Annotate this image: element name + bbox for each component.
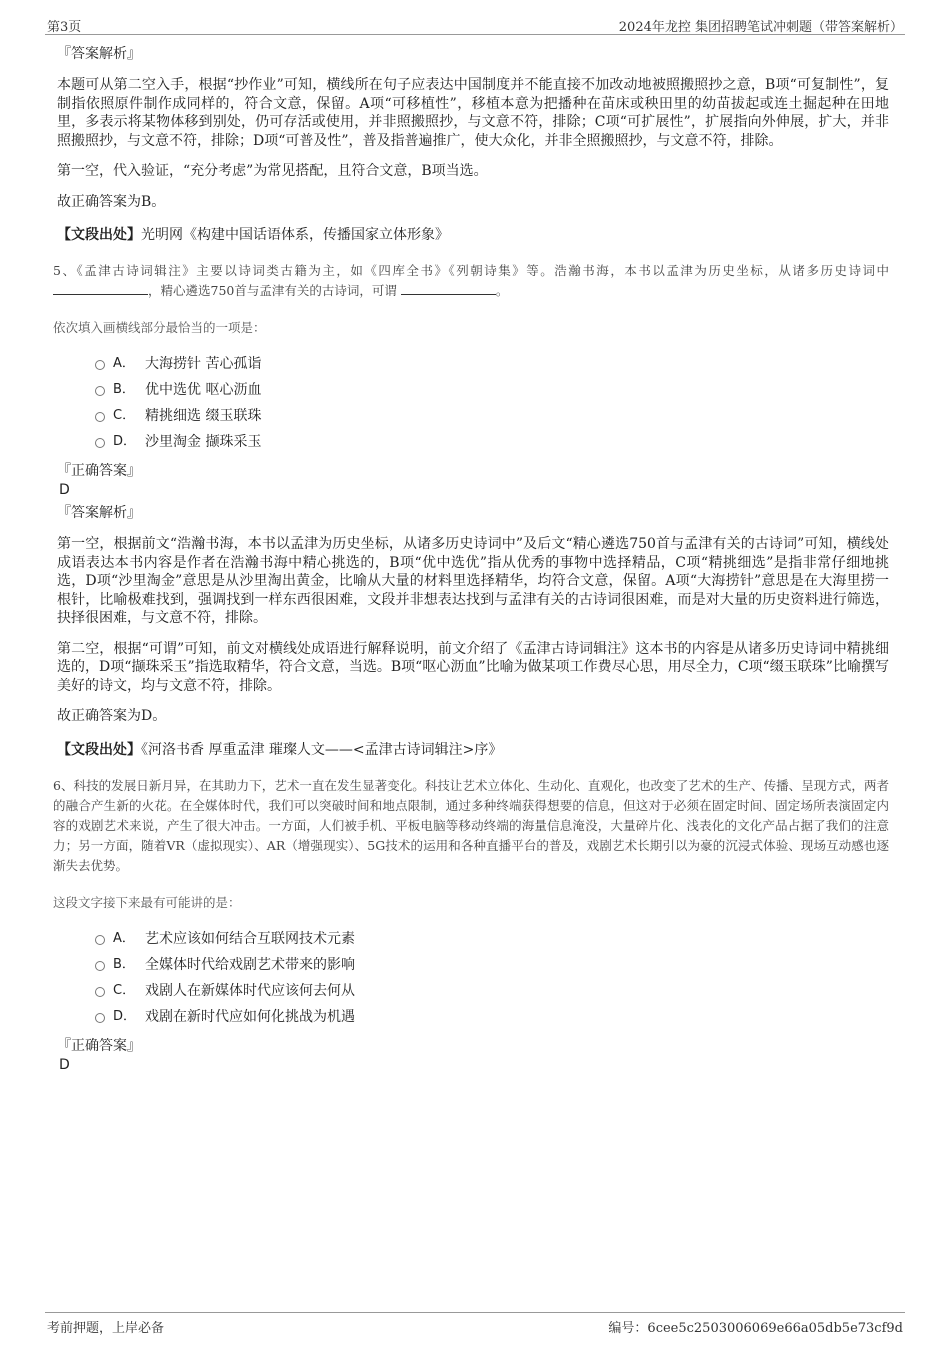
option-letter: B．: [113, 382, 135, 397]
question-text: ，精心遴选750首与孟津有关的古诗词，可谓: [148, 283, 397, 298]
question-6-stem: 6、科技的发展日新月异，在其助力下，艺术一直在发生显著变化。科技让艺术立体化、生动化、直观化，也改变了艺术的生产、传播、呈现方式，两者的融合产生新的火花。在全媒体时代，我们可以突破时间和地点限制，通过多种终端获得想要的信息，但这对于必须在固定时间、固定场所表演固定内容的戏剧艺术来说，产生了很大冲击。一方面，人们被手机、平板电脑等移动终端的海量信息淹没，大量碎片化、浅表化的文化产品占据了我们的注意力；另一方面，随着VR（虚拟现实）、AR（增强现实）、5G技术的运用和各种直播平台的普及，戏剧艺术长期引以为豪的沉浸式体验、现场互动感也逐渐失去优势。: [53, 777, 889, 873]
radio-icon[interactable]: [95, 386, 105, 396]
analysis-label: 『答案解析』: [57, 46, 141, 62]
option-letter: D．: [113, 1008, 137, 1024]
option-text: 沙里淘金 撷珠采玉: [145, 434, 262, 450]
option-b[interactable]: [95, 952, 889, 978]
option-text: 艺术应该如何结合互联网技术元素: [145, 930, 355, 947]
option-letter: D．: [113, 434, 137, 449]
question-6-instruction: 这段文字接下来最有可能讲的是：: [53, 894, 241, 910]
question-text: 。: [495, 283, 509, 298]
option-text: 精挑细选 缀玉联珠: [145, 408, 262, 424]
radio-icon[interactable]: [95, 961, 105, 971]
option-b[interactable]: [95, 377, 889, 403]
option-c[interactable]: [95, 978, 889, 1004]
question-5-stem: [53, 261, 889, 301]
analysis-label: 『答案解析』: [57, 505, 141, 521]
option-letter: C．: [113, 982, 136, 998]
document-id: 编号：6cee5c2503006069e66a05db5e73cf9d: [608, 1321, 903, 1336]
analysis-paragraph: 本题可从第二空入手，根据“抄作业”可知，横线所在句子应表达中国制度并不能直接不加改动地被照搬照抄之意，B项“可复制性”，复制指依照原件制作成同样的，符合文意，保留。A项“可移植性”，移植本意为把播种在苗床或秧田里的幼苗拔起或连土掘起种在田地里，多表示将某物体移到别处，仍可存活或使用，并非照搬照抄，与文意不符，排除；C项“可扩展性”，扩展指向外伸展，扩大，并非照搬照抄，与文意不符，排除；D项“可普及性”，普及指普遍推广，使大众化，并非全照搬照抄，与文意不符，排除。: [57, 77, 889, 149]
question-6-options: [95, 926, 889, 1030]
option-text: 戏剧人在新媒体时代应该何去何从: [145, 982, 355, 999]
correct-answer: D: [59, 1056, 70, 1073]
option-letter: C．: [113, 408, 136, 423]
option-letter: B．: [113, 956, 135, 972]
correct-answer-label: 『正确答案』: [57, 1037, 141, 1054]
fill-blank: [401, 282, 496, 295]
radio-icon[interactable]: [95, 438, 105, 448]
question-text: 5、《孟津古诗词辑注》主要以诗词类古籍为主，如《四库全书》《列朝诗集》等。浩瀚书海，本书以孟津为历史坐标，从诸多历史诗词中: [53, 263, 889, 278]
radio-icon[interactable]: [95, 412, 105, 422]
source-text: 光明网《构建中国话语体系，传播国家立体形象》: [141, 227, 449, 243]
page-header: [45, 14, 905, 35]
source-text: 《河洛书香 厚重孟津 璀璨人文——<孟津古诗词辑注>序》: [141, 741, 503, 758]
option-d[interactable]: [95, 1004, 889, 1030]
source-line: [57, 740, 889, 760]
radio-icon[interactable]: [95, 987, 105, 997]
page-footer: [45, 1312, 905, 1335]
source-label: 【文段出处】: [57, 227, 141, 243]
footer-slogan: 考前押题，上岸必备: [47, 1321, 165, 1336]
radio-icon[interactable]: [95, 360, 105, 370]
option-letter: A．: [113, 356, 135, 371]
option-text: 戏剧在新时代应如何化挑战为机遇: [145, 1008, 355, 1025]
question-5-instruction: 依次填入画横线部分最恰当的一项是：: [53, 320, 266, 335]
document-title: 2024年龙控 集团招聘笔试冲刺题（带答案解析）: [618, 20, 903, 35]
option-d[interactable]: [95, 429, 889, 455]
correct-answer: D: [59, 482, 70, 498]
option-c[interactable]: [95, 403, 889, 429]
analysis-paragraph: 第一空，代入验证，“充分考虑”为常见搭配，且符合文意，B项当选。: [57, 163, 488, 179]
analysis-paragraph: 第一空，根据前文“浩瀚书海，本书以孟津为历史坐标，从诸多历史诗词中”及后文“精心遴选750首与孟津有关的古诗词”可知，横线处成语表达本书内容是作者在浩瀚书海中精心挑选的，B项“优中选优”指从优秀的事物中选择精品，C项“精挑细选”是指非常仔细地挑选，D项“沙里淘金”意思是从沙里淘出黄金，比喻从大量的材料里选择精华，均符合文意，保留。A项“大海捞针”意思是在大海里捞一根针，比喻极难找到，强调找到一样东西很困难，文段并非想表达找到与孟津有关的古诗词很困难，而是对大量的历史资料进行筛选，抉择很困难，与文意不符，排除。: [57, 536, 889, 626]
correct-answer-label: 『正确答案』: [57, 463, 141, 479]
question-5-options: [95, 351, 889, 455]
analysis-conclusion: 故正确答案为D。: [57, 708, 167, 724]
radio-icon[interactable]: [95, 935, 105, 945]
document-body: [53, 44, 889, 1078]
option-letter: A．: [113, 930, 135, 946]
option-text: 全媒体时代给戏剧艺术带来的影响: [145, 956, 355, 973]
analysis-paragraph: 第二空，根据“可谓”可知，前文对横线处成语进行解释说明，前文介绍了《孟津古诗词辑注》这本书的内容是从诸多历史诗词中精挑细选的，D项“撷珠采玉”指选取精华，符合文意，当选。B项“呕心沥血”比喻为做某项工作费尽心思，用尽全力，C项“缀玉联珠”比喻撰写美好的诗文，均与文意不符，排除。: [57, 640, 889, 694]
analysis-conclusion: 故正确答案为B。: [57, 193, 166, 210]
source-label: 【文段出处】: [57, 741, 141, 758]
source-line: [57, 225, 889, 245]
option-a[interactable]: [95, 926, 889, 952]
option-text: 优中选优 呕心沥血: [145, 382, 262, 398]
radio-icon[interactable]: [95, 1013, 105, 1023]
page-number: 第3页: [47, 20, 82, 35]
fill-blank: [53, 282, 148, 295]
option-a[interactable]: [95, 351, 889, 377]
option-text: 大海捞针 苦心孤诣: [145, 356, 262, 372]
